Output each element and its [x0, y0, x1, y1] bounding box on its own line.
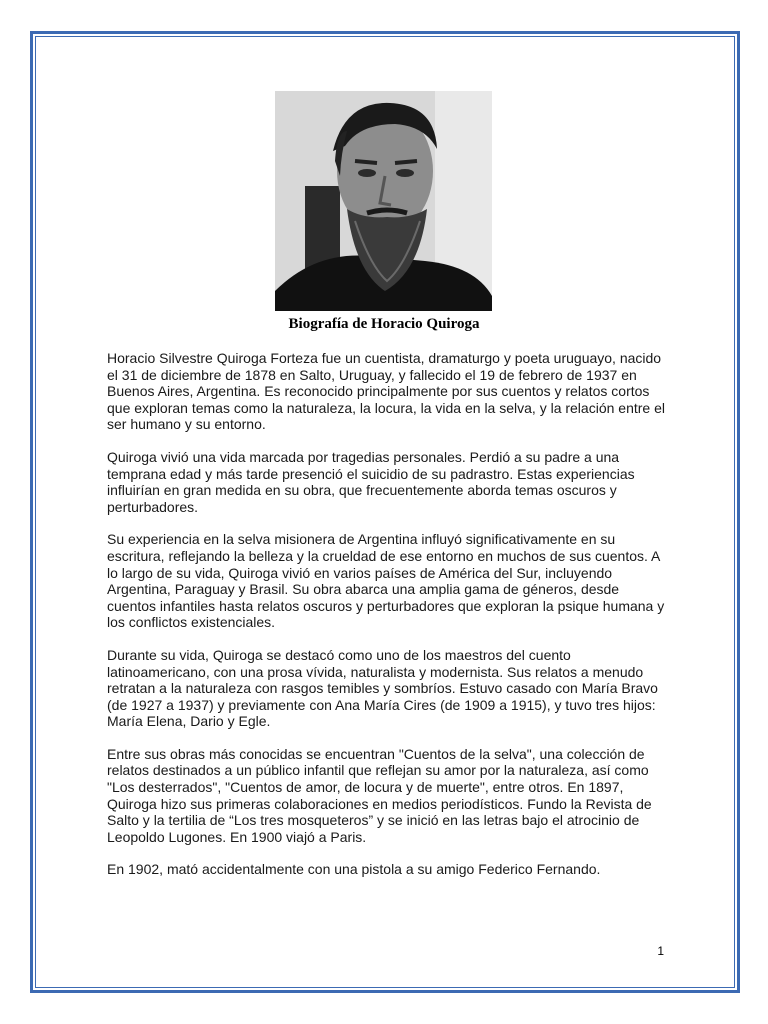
paragraph-1: Horacio Silvestre Quiroga Forteza fue un cuentista, dramaturgo y poeta uruguayo, nacido el 31 de diciembre de 1878 en Salto, Uruguay, y fallecido el 19 de febrero de 1937 en Buenos Aires, Argentina. Es reconocido principalmente por sus cuentos y relatos cortos que exploran temas como la naturaleza, la locura, la vida en la selva, y la relación entre el ser humano y su entorno.: [107, 350, 665, 433]
paragraph-6: En 1902, mató accidentalmente con una pistola a su amigo Federico Fernando.: [107, 861, 601, 878]
portrait-photo: [275, 91, 492, 311]
page-number: 1: [657, 944, 664, 958]
paragraph-2: Quiroga vivió una vida marcada por tragedias personales. Perdió a su padre a una temprana edad y más tarde presenció el suicidio de su padrastro. Estas experiencias influirían en gran medida en su obra, que frecuentemente aborda temas oscuros y perturbadores.: [107, 448, 635, 515]
document-title: Biografía de Horacio Quiroga: [288, 316, 480, 332]
paragraph-4: Durante su vida, Quiroga se destacó como uno de los maestros del cuento latinoamericano, con una prosa vívida, naturalista y modernista. Sus relatos a menudo retratan a la naturaleza con rasgos temibles y sombríos. Estuvo casado con María Bravo (de 1927 a 1937) y previamente con Ana María Cires (de 1909 a 1915), y tuvo tres hijos: María Elena, Dario y Egle.: [107, 646, 658, 730]
document-body: [107, 350, 667, 894]
paragraph-5: Entre sus obras más conocidas se encuentran "Cuentos de la selva", una colección de relatos destinados a un público infantil que reflejan su amor por la naturaleza, así como "Los desterrados", "Cuentos de amor, de locura y de muerte", entre otros. En 1897, Quiroga hizo sus primeras colaboraciones en medios periodísticos. Fundo la Revista de Salto y la tertilia de “Los tres mosqueteros” y se inició en las letras bajo el atrocinio de Leopoldo Lugones. En 1900 viajó a Paris.: [107, 745, 652, 845]
paragraph-3: Su experiencia en la selva misionera de Argentina influyó significativamente en su escritura, reflejando la belleza y la crueldad de ese entorno en muchos de sus cuentos. A lo largo de su vida, Quiroga vivió en varios países de América del Sur, incluyendo Argentina, Paraguay y Brasil. Su obra abarca una amplia gama de géneros, desde cuentos infantiles hasta relatos oscuros y perturbadores que exploran la psique humana y los conflictos existenciales.: [107, 531, 665, 631]
